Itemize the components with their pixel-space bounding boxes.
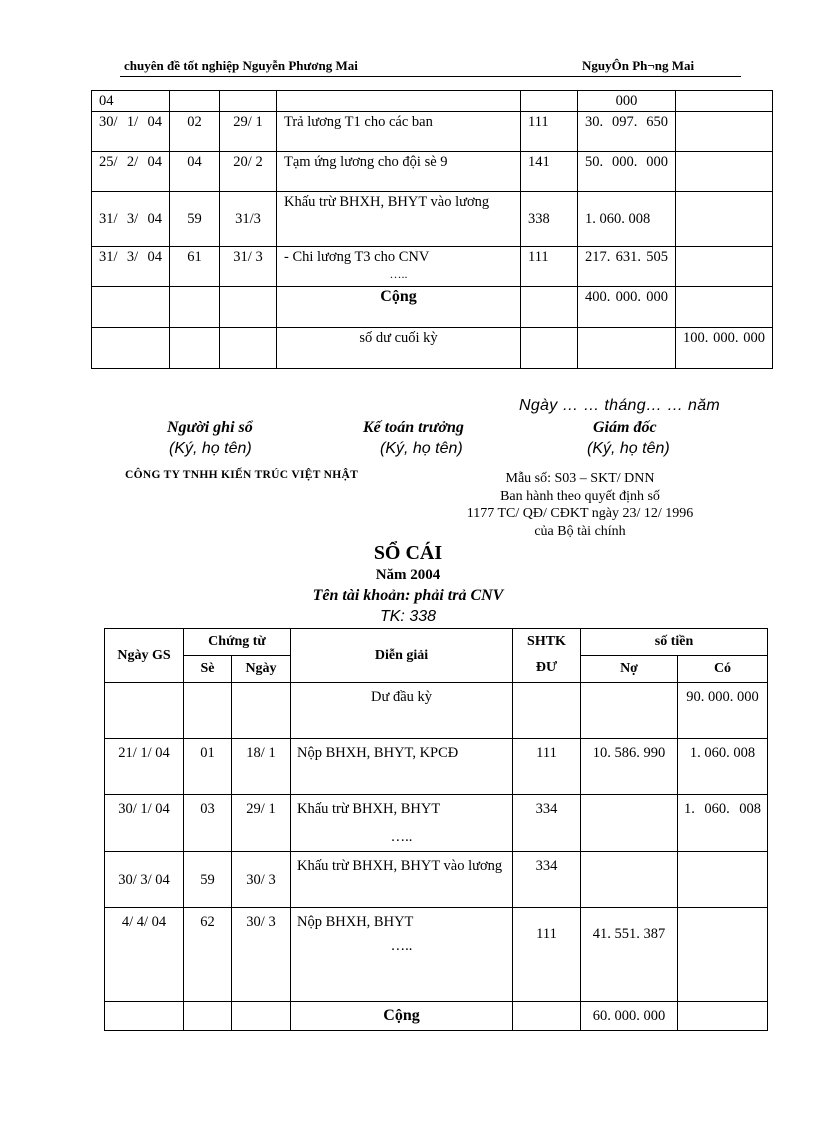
cell-day <box>220 91 277 112</box>
cell-balance <box>676 247 773 287</box>
cell-se <box>184 1002 232 1031</box>
dien-giai-text: Nộp BHXH, BHYT <box>297 914 414 930</box>
cell-description: Tạm ứng lương cho đội sè 9 <box>277 152 521 192</box>
cell-co <box>678 908 768 1002</box>
cell-co: 1. 060. 008 <box>678 739 768 795</box>
ledger-total-label: Cộng <box>291 1002 513 1031</box>
cell-amount: 50. 000. 000 <box>578 152 676 192</box>
table-row <box>105 795 768 852</box>
signer-accountant-title: Kế toán trưởng <box>363 419 464 436</box>
cell-no <box>581 795 678 852</box>
cell-amount: 217. 631. 505 <box>578 247 676 287</box>
cell-description <box>277 247 521 287</box>
cell-co: 1. 060. 008 <box>678 795 768 852</box>
cell-ngay: 18/ 1 <box>232 739 291 795</box>
cell-number <box>170 328 220 369</box>
cell-date <box>92 287 170 328</box>
cell-ngay: 30/ 3 <box>232 908 291 1002</box>
cell-dien-giai <box>291 908 513 1002</box>
cell-no: 41. 551. 387 <box>581 908 678 1002</box>
cell-date: 31/ 3/ 04 <box>92 192 170 247</box>
header-chung-tu: Chứng từ <box>184 629 291 656</box>
form-code: Mẫu số: S03 – SKT/ DNN <box>505 471 655 486</box>
table-row <box>92 287 773 328</box>
cell-se: 01 <box>184 739 232 795</box>
cell-ngay <box>232 683 291 739</box>
form-issuer: của Bộ tài chính <box>534 523 626 539</box>
cell-co <box>678 852 768 908</box>
dien-giai-text: Khấu trừ BHXH, BHYT <box>297 801 441 817</box>
cell-number: 04 <box>170 152 220 192</box>
total-label: Cộng <box>277 287 521 328</box>
ledger-account-name: Tên tài khoản: phải trả CNV <box>312 587 504 604</box>
cell-number: 61 <box>170 247 220 287</box>
table-row <box>92 192 773 247</box>
cell-ngay-gs: 30/ 1/ 04 <box>105 795 184 852</box>
cell-ngay-gs: 4/ 4/ 04 <box>105 908 184 1002</box>
cell-day: 31/ 3 <box>220 247 277 287</box>
table-row <box>92 91 773 112</box>
table-row <box>105 908 768 1002</box>
signer-recorder-title: Người ghi sổ <box>167 419 253 436</box>
description-text: - Chi lương T3 cho CNV <box>284 249 430 265</box>
ledger-account-code: TK: 338 <box>379 608 437 625</box>
cell-date: 25/ 2/ 04 <box>92 152 170 192</box>
cell-dien-giai: Khấu trừ BHXH, BHYT vào lương <box>291 852 513 908</box>
header-ngay: Ngày <box>232 656 291 683</box>
cell-amount: 30. 097. 650 <box>578 112 676 152</box>
cell-number <box>170 91 220 112</box>
cell-day <box>220 328 277 369</box>
signer-director-title: Giám đốc <box>593 419 657 436</box>
cell-balance <box>676 152 773 192</box>
cell-no <box>581 683 678 739</box>
ledger-year: Năm 2004 <box>375 567 441 583</box>
closing-balance-label: số dư cuối kỳ <box>277 328 521 369</box>
cell-date: 30/ 1/ 04 <box>92 112 170 152</box>
cell-account <box>521 91 578 112</box>
cell-account <box>521 287 578 328</box>
cell-se: 62 <box>184 908 232 1002</box>
cell-description: Trả lương T1 cho các ban <box>277 112 521 152</box>
header-dien-giai: Diễn giải <box>291 629 513 683</box>
cell-day <box>220 287 277 328</box>
cell-shtk: 334 <box>513 795 581 852</box>
cell-day: 20/ 2 <box>220 152 277 192</box>
header-co: Có <box>678 656 768 683</box>
ledger-table <box>104 628 768 1031</box>
cell-balance <box>676 287 773 328</box>
table-row <box>92 247 773 287</box>
ledger-title: SỔ CÁI <box>373 542 443 564</box>
ellipsis-text: ….. <box>390 938 413 954</box>
ellipsis-text: ….. <box>389 267 408 281</box>
header-shtk-label: SHTK <box>527 634 566 649</box>
header-left-text: chuyên đề tốt nghiệp Nguyễn Phương Mai <box>124 58 358 73</box>
cell-co: 90. 000. 000 <box>678 683 768 739</box>
table-row <box>105 852 768 908</box>
cell-no <box>581 852 678 908</box>
cell-shtk: 111 <box>513 739 581 795</box>
header-ngay-gs: Ngày GS <box>105 629 184 683</box>
cell-description: Khấu trừ BHXH, BHYT vào lương <box>277 192 521 247</box>
cell-day: 29/ 1 <box>220 112 277 152</box>
closing-balance-amount: 100. 000. 000 <box>676 328 773 369</box>
cell-ngay: 29/ 1 <box>232 795 291 852</box>
header-du-label: ĐƯ <box>535 660 558 675</box>
cell-account <box>521 328 578 369</box>
cell-amount: 000 <box>578 91 676 112</box>
header-no: Nợ <box>581 656 678 683</box>
table-row <box>105 683 768 739</box>
company-name: CÔNG TY TNHH KIẾN TRÚC VIỆT NHẬT <box>125 469 359 481</box>
header-rule <box>120 76 741 77</box>
cell-no: 10. 586. 990 <box>581 739 678 795</box>
cell-se <box>184 683 232 739</box>
cell-dien-giai: Nộp BHXH, BHYT, KPCĐ <box>291 739 513 795</box>
cell-shtk <box>513 683 581 739</box>
ledger-header-row <box>105 629 768 656</box>
cell-co <box>678 1002 768 1031</box>
cell-ngay-gs <box>105 683 184 739</box>
cell-date: 04 <box>92 91 170 112</box>
cell-balance <box>676 192 773 247</box>
cell-account: 141 <box>521 152 578 192</box>
cell-ngay-gs: 21/ 1/ 04 <box>105 739 184 795</box>
cell-ngay <box>232 1002 291 1031</box>
cell-ngay: 30/ 3 <box>232 852 291 908</box>
table-row <box>105 739 768 795</box>
header-se: Sè <box>184 656 232 683</box>
header-shtk <box>513 629 581 683</box>
cell-balance <box>676 91 773 112</box>
ellipsis-text: ….. <box>390 829 413 845</box>
cell-dien-giai <box>291 795 513 852</box>
table-row <box>92 112 773 152</box>
cell-balance <box>676 112 773 152</box>
form-info <box>445 470 715 540</box>
cell-date: 31/ 3/ 04 <box>92 247 170 287</box>
cell-number <box>170 287 220 328</box>
cell-ngay-gs: 30/ 3/ 04 <box>105 852 184 908</box>
cell-shtk: 111 <box>513 908 581 1002</box>
cell-dien-giai: Dư đầu kỳ <box>291 683 513 739</box>
cell-number: 02 <box>170 112 220 152</box>
signature-date: Ngày … … tháng… … năm <box>519 397 721 414</box>
cell-account: 111 <box>521 247 578 287</box>
cell-ngay-gs <box>105 1002 184 1031</box>
table-row <box>92 328 773 369</box>
cell-account: 111 <box>521 112 578 152</box>
cell-se: 03 <box>184 795 232 852</box>
cell-amount: 1. 060. 008 <box>578 192 676 247</box>
cell-shtk: 334 <box>513 852 581 908</box>
signer-director-note: (Ký, họ tên) <box>587 440 670 457</box>
header-right-text: NguyÔn Ph¬ng Mai <box>582 58 695 73</box>
table-row <box>105 1002 768 1031</box>
cell-day: 31/3 <box>220 192 277 247</box>
form-decision-number: 1177 TC/ QĐ/ CĐKT ngày 23/ 12/ 1996 <box>466 506 694 521</box>
journal-table <box>91 90 773 369</box>
signer-recorder-note: (Ký, họ tên) <box>169 440 252 457</box>
table-row <box>92 152 773 192</box>
total-amount: 400. 000. 000 <box>578 287 676 328</box>
form-decision: Ban hành theo quyết định số <box>500 488 660 504</box>
ledger-total-amount: 60. 000. 000 <box>581 1002 678 1031</box>
cell-date <box>92 328 170 369</box>
cell-description <box>277 91 521 112</box>
cell-account: 338 <box>521 192 578 247</box>
cell-amount <box>578 328 676 369</box>
cell-number: 59 <box>170 192 220 247</box>
cell-se: 59 <box>184 852 232 908</box>
signer-accountant-note: (Ký, họ tên) <box>380 440 463 457</box>
cell-shtk <box>513 1002 581 1031</box>
header-so-tien: số tiền <box>581 629 768 656</box>
